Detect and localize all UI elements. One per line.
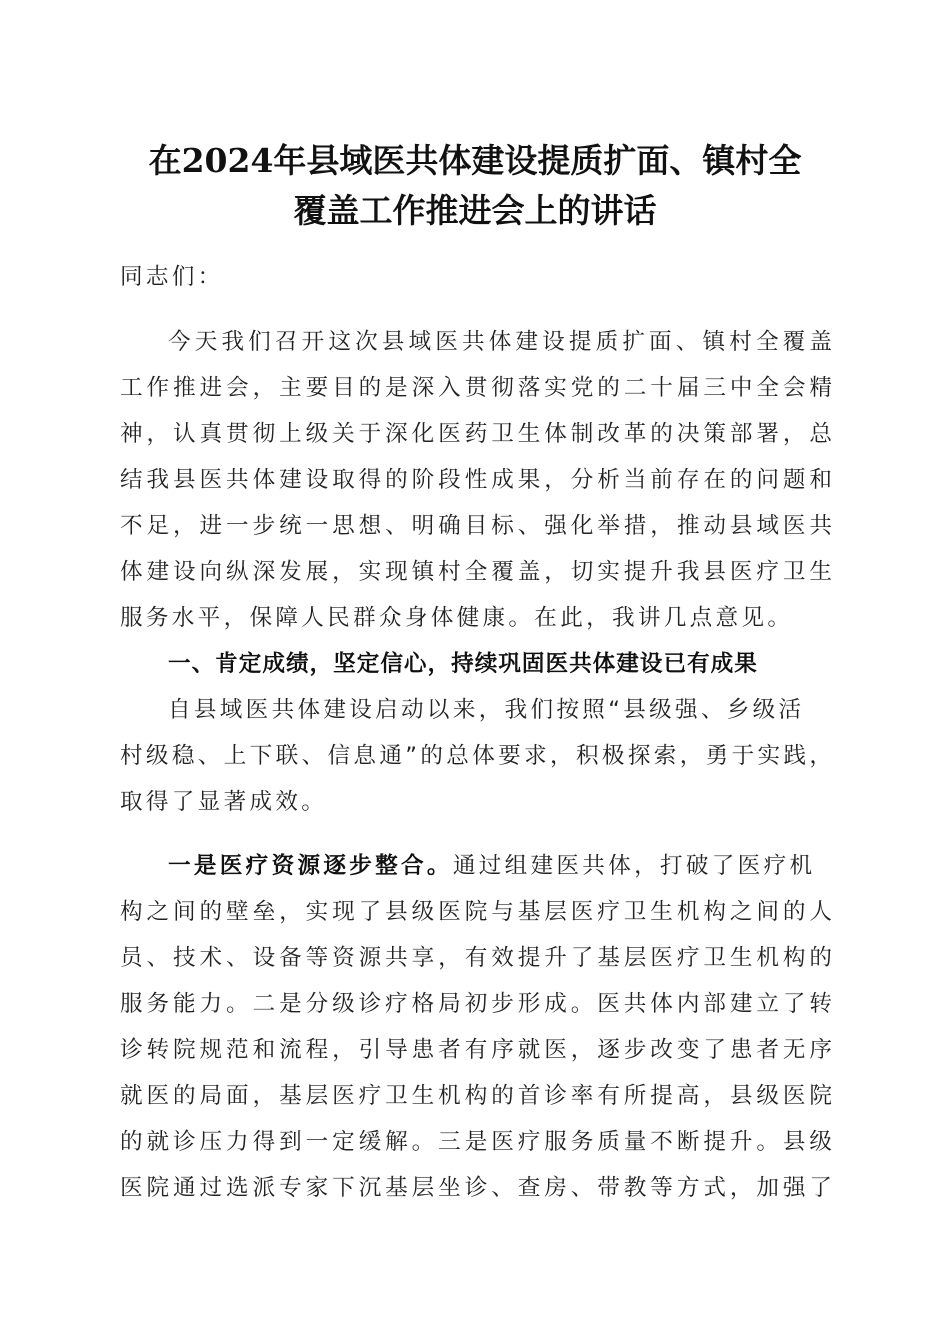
- paragraph-line: 员、技术、设备等资源共享，有效提升了基层医疗卫生机构的: [120, 945, 832, 971]
- paragraph-text: 通过组建医共体，打破了医疗机: [452, 853, 816, 879]
- paragraph-line: 诊转院规范和流程，引导患者有序就医，逐步改变了患者无序: [120, 1037, 832, 1063]
- document-title-line-1: 在2024年县域医共体建设提质扩面、镇村全: [148, 141, 802, 180]
- paragraph-line: 取得了显著成效。: [120, 789, 328, 815]
- paragraph-line: 服务水平，保障人民群众身体健康。在此，我讲几点意见。: [120, 605, 794, 631]
- salutation: 同志们：: [120, 264, 224, 290]
- paragraph-line: 服务能力。二是分级诊疗格局初步形成。医共体内部建立了转: [120, 991, 832, 1017]
- paragraph-line: 工作推进会，主要目的是深入贯彻落实党的二十届三中全会精: [120, 375, 832, 401]
- paragraph-line: 自县域医共体建设启动以来，我们按照“县级强、乡级活: [168, 697, 805, 723]
- paragraph-line: 结我县医共体建设取得的阶段性成果，分析当前存在的问题和: [120, 467, 832, 493]
- paragraph-line: 今天我们召开这次县域医共体建设提质扩面、镇村全覆盖: [168, 329, 832, 355]
- document-title-line-2: 覆盖工作推进会上的讲话: [293, 191, 657, 230]
- paragraph-line: 体建设向纵深发展，实现镇村全覆盖，切实提升我县医疗卫生: [120, 559, 832, 585]
- paragraph-lead: 一是医疗资源逐步整合。: [168, 853, 453, 879]
- section-heading-1: 一、肯定成绩，坚定信心，持续巩固医共体建设已有成果: [168, 651, 758, 677]
- paragraph-line: 构之间的壁垒，实现了县级医院与基层医疗卫生机构之间的人: [120, 899, 832, 925]
- paragraph-line: 的就诊压力得到一定缓解。三是医疗服务质量不断提升。县级: [120, 1129, 832, 1155]
- paragraph-line: 就医的局面，基层医疗卫生机构的首诊率有所提高，县级医院: [120, 1083, 832, 1109]
- paragraph-line: 医院通过选派专家下沉基层坐诊、查房、带教等方式，加强了: [120, 1175, 832, 1201]
- paragraph-line: 不足，进一步统一思想、明确目标、强化举措，推动县域医共: [120, 513, 832, 539]
- paragraph-line: 村级稳、上下联、信息通”的总体要求，积极探索，勇于实践，: [120, 743, 832, 769]
- paragraph-line: [168, 844, 815, 888]
- paragraph-line: 神，认真贯彻上级关于深化医药卫生体制改革的决策部署，总: [120, 421, 832, 447]
